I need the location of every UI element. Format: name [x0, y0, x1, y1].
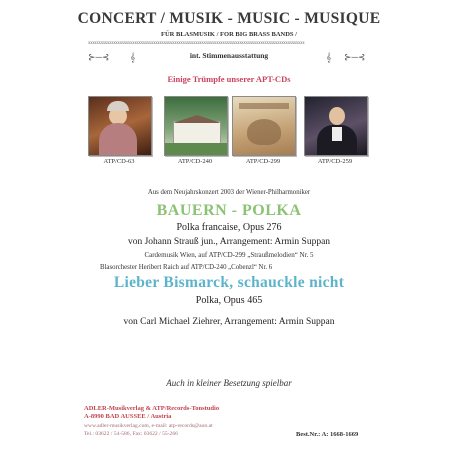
portrait-wig-shape: [107, 101, 129, 111]
recording-source: Cardemusik Wien, auf ATP/CD-299 „Straußmelodien“ Nr. 5: [144, 251, 314, 259]
cd-cover-image: [88, 96, 152, 156]
publisher-phone: Tel.: 03622 / 54-586, Fax: 03622 / 55-266: [84, 431, 178, 437]
publisher-web: www.adler-musikverlag.com, e-mail: atp-records@aon.at: [84, 423, 213, 429]
header-divider-x: xxxxxxxxxxxxxxxxxxxxxxxxxxxxxxxxxxxxxxxxxxxxxxxxxxxxxxxxxxxxxxxxxxxxxxxxxxxxxxxxxxxxxxxxxxxxxxxxxxxxxxx: [88, 41, 305, 46]
cd-label: ATP/CD-63: [103, 158, 135, 165]
cd-section-heading: Einige Trümpfe unserer APT-CDs: [167, 74, 291, 84]
cd-label: ATP/CD-299: [245, 158, 281, 165]
small-ensemble-note: Auch in kleiner Besetzung spielbar: [166, 378, 292, 388]
publisher-address: A-8990 BAD AUSSEE / Austria: [84, 413, 172, 420]
piece-composer: von Carl Michael Ziehrer, Arrangement: Armin Suppan: [123, 317, 335, 327]
ornament-icon: ⊱─⊰: [88, 52, 110, 62]
shirt-shape: [332, 127, 342, 141]
publisher-name: ADLER-Musikverlag & ATP/Records-Tonstudio: [84, 405, 220, 412]
header-subtitle: FÜR BLASMUSIK / FOR BIG BRASS BANDS /: [161, 31, 297, 38]
portrait-dress-shape: [99, 123, 137, 155]
cd-label: ATP/CD-259: [317, 158, 353, 165]
dancers-shape: [247, 119, 281, 145]
cd-cover-image: [232, 96, 296, 156]
order-number: Best.Nr.: A: 1668-1669: [296, 431, 359, 438]
building-shape: [173, 121, 221, 145]
cd-label: ATP/CD-240: [177, 158, 213, 165]
cd-cover-image: [304, 96, 368, 156]
header-tagline: int. Stimmenausstattung: [189, 51, 269, 60]
recording-source: Blasorchester Heribert Raich auf ATP/CD-240 „Cobenzl“ Nr. 6: [100, 264, 273, 271]
piece-title: BAUERN - POLKA: [156, 202, 302, 219]
roof-shape: [173, 115, 221, 123]
clef-icon: 𝄞: [326, 52, 332, 62]
piece-genre: Polka, Opus 465: [195, 295, 263, 306]
header-title: CONCERT / MUSIK - MUSIC - MUSIQUE: [77, 10, 381, 27]
ornament-icon: ⊱─⊰: [344, 52, 366, 62]
lawn-shape: [165, 143, 227, 155]
piece-title: Lieber Bismarck, schauckle nicht: [113, 274, 345, 291]
portrait-face-shape: [329, 107, 345, 125]
cd-cover-image: [164, 96, 228, 156]
piece-composer: von Johann Strauß jun., Arrangement: Armin Suppan: [127, 237, 331, 247]
cover-title-bar-shape: [239, 103, 289, 109]
concert-note: Aus dem Neujahrskonzert 2003 der Wiener-Philharmoniker: [147, 189, 311, 196]
clef-icon: 𝄞: [130, 52, 136, 62]
piece-genre: Polka francaise, Opus 276: [176, 222, 282, 233]
